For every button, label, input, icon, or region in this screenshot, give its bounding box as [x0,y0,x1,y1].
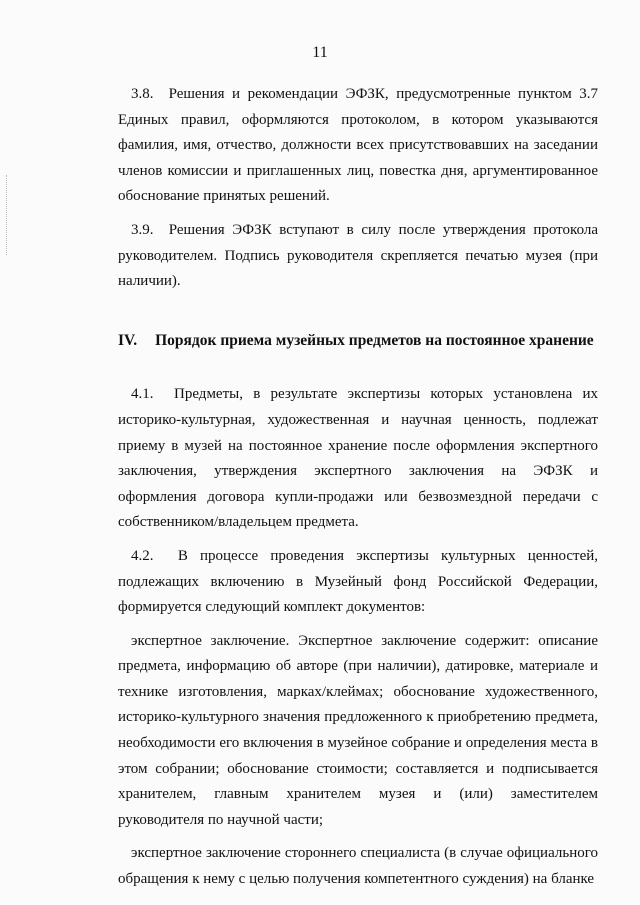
list-item-expert-conclusion: экспертное заключение. Экспертное заключение содержит: описание предмета, информацию об авторе (при наличии), датировке, материале и технике изготовления, марках/клеймах; обоснование художественного, историко-культурного значения предложенного к приобретению предмета, необходимости его включения в музейное собрание и определения места в этом собрании; обоснование стоимости; составляется и подписывается хранителем, главным хранителем музея и (или) заместителем руководителя по научной части; [118,632,598,828]
page-number: 11 [312,44,328,61]
item-text: В процессе проведения экспертизы культурных ценностей, подлежащих включению в Музейный фонд Российской Федерации, формируется следующий комплект документов: [118,547,599,616]
item-number: 3.9. [131,221,154,238]
section-heading [118,328,598,354]
document-body [118,82,598,893]
list-item-third-party-conclusion: экспертное заключение стороннего специалиста (в случае официального обращения к нему с целью получения компетентного суждения) на бланке [118,845,598,888]
paragraph-3-9 [118,218,598,295]
paragraph-3-8 [118,82,598,210]
item-text: Решения ЭФЗК вступают в силу после утверждения протокола руководителем. Подпись руководителя скрепляется печатью музея (при наличии). [118,221,599,290]
section-number: IV. [118,331,138,349]
paragraph-4-1 [118,382,598,536]
item-text: Предметы, в результате экспертизы которых установлена их историко-культурная, художественная и научная ценность, подлежат приему в музей на постоянное хранение после оформления экспертного заключения, утверждения экспертного заключения на ЭФЗК и оформления договора купли-продажи или безвозмездной передачи с собственником/владельцем предмета. [118,386,599,531]
item-number: 4.1. [131,386,154,403]
item-text: Решения и рекомендации ЭФЗК, предусмотренные пунктом 3.7 Единых правил, оформляются протоколом, в котором указываются фамилия, имя, отчество, должности всех присутствовавших на заседании членов комиссии и приглашенных лиц, повестка дня, аргументированное обоснование принятых решений. [118,86,598,205]
scan-margin-artifact [6,175,9,255]
section-title: Порядок приема музейных предметов на постоянное хранение [155,331,594,349]
paragraph-4-2 [118,544,598,621]
item-number: 4.2. [131,547,154,564]
item-number: 3.8. [131,86,154,102]
